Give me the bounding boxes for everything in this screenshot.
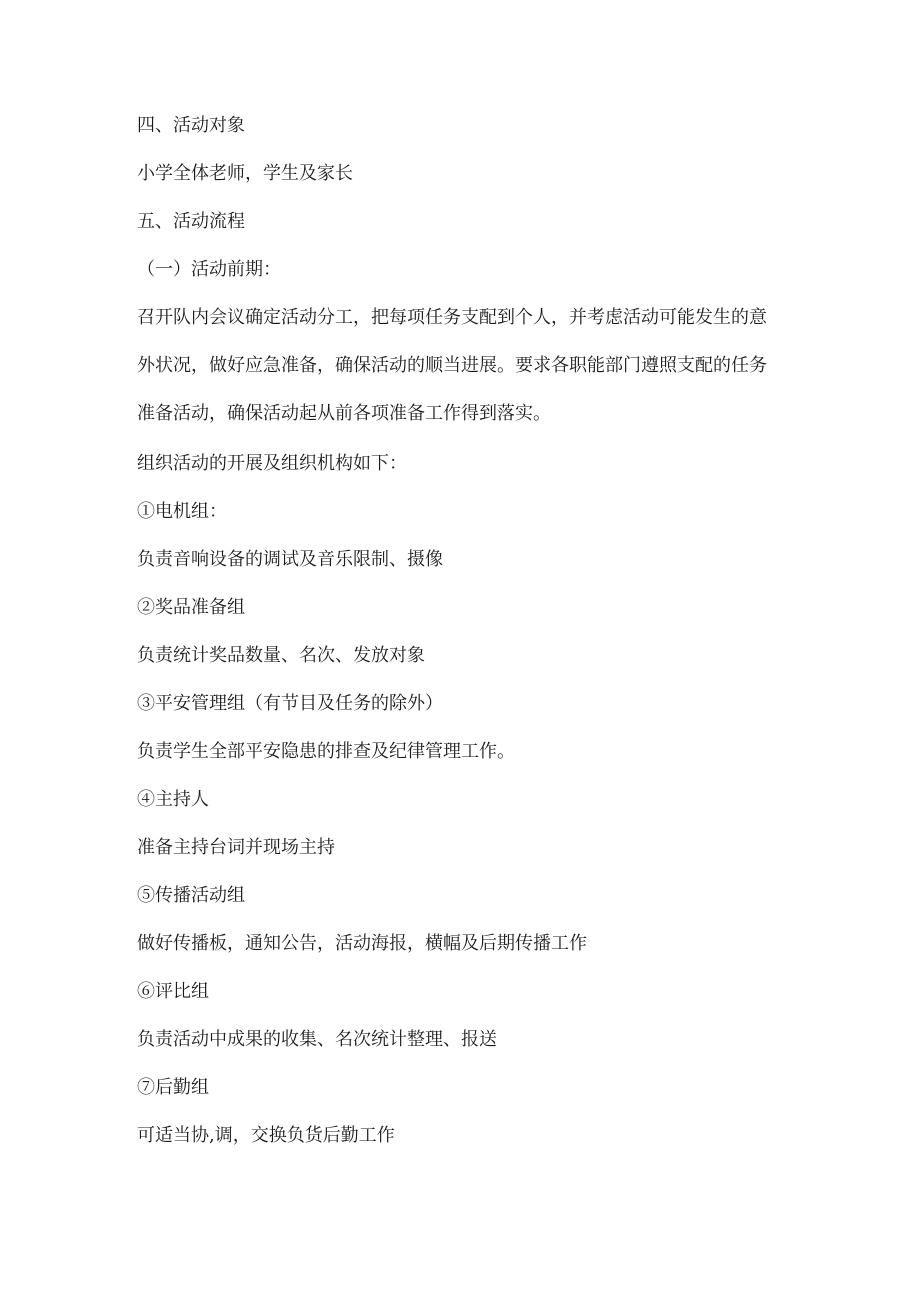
group-heading-prize: ②奖品准备组 <box>137 597 245 618</box>
group-heading-host: ④主持人 <box>137 789 209 810</box>
group-heading-electrical: ①电机组： <box>137 501 227 522</box>
section-heading-activity-process: 五、活动流程 <box>137 211 245 232</box>
body-text-safety: 负责学生全部平安隐患的排查及纪律管理工作。 <box>137 741 515 762</box>
body-text-electrical: 负责音响设备的调试及音乐限制、摄像 <box>137 549 443 570</box>
group-heading-logistics: ⑦后勤组 <box>137 1077 209 1098</box>
body-text-organization-intro: 组织活动的开展及组织机构如下： <box>137 453 407 474</box>
document-body <box>137 114 797 1148</box>
body-text-publicity: 做好传播板，通知公告，活动海报，横幅及后期传播工作 <box>137 933 587 954</box>
body-text-prize: 负责统计奖品数量、名次、发放对象 <box>137 645 425 666</box>
body-text-target: 小学全体老师，学生及家长 <box>137 163 353 184</box>
body-paragraph-preparation: 召开队内会议确定活动分工，把每项任务支配到个人，并考虑活动可能发生的意外状况，做好应急准备，确保活动的顺当进展。要求各职能部门遵照支配的任务准备活动，确保活动起从前各项准备工作得到落实。 <box>137 307 767 424</box>
body-text-judging: 负责活动中成果的收集、名次统计整理、报送 <box>137 1029 497 1050</box>
group-heading-safety: ③平安管理组（有节目及任务的除外） <box>137 693 443 714</box>
body-text-logistics: 可适当协,调，交换负货后勤工作 <box>137 1125 395 1146</box>
group-heading-publicity: ⑤传播活动组 <box>137 885 245 906</box>
group-heading-judging: ⑥评比组 <box>137 981 209 1002</box>
section-heading-activity-target: 四、活动对象 <box>137 115 245 136</box>
body-text-host: 准备主持台词并现场主持 <box>137 837 335 858</box>
subsection-heading-pre-activity: （一）活动前期： <box>137 259 281 280</box>
